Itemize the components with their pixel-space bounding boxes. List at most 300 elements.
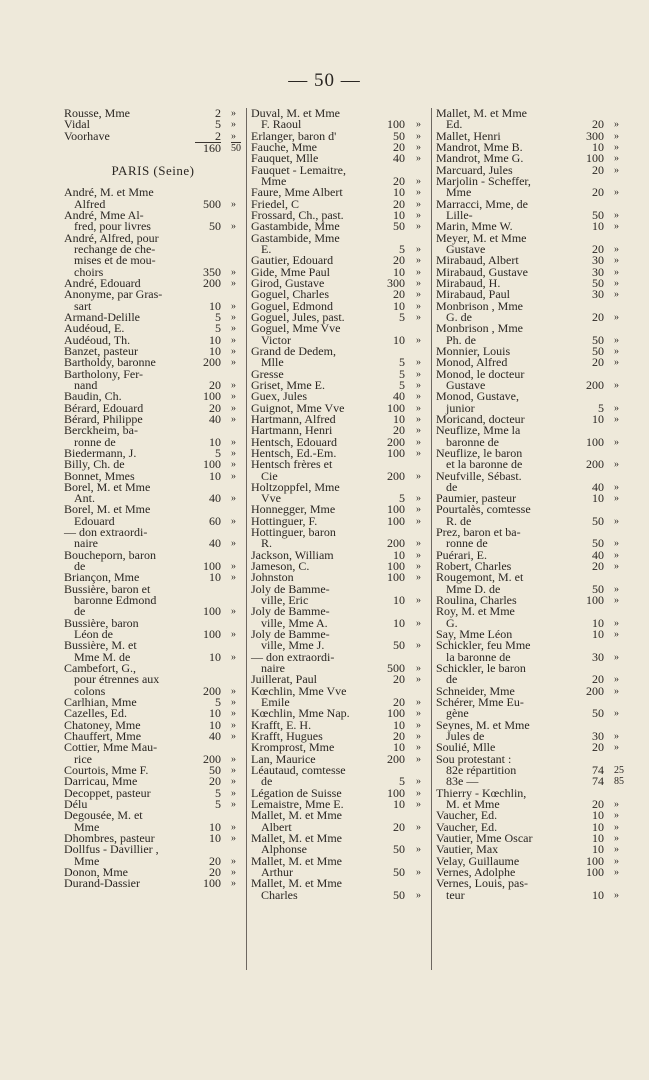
donor-name: Voorhave bbox=[64, 128, 110, 143]
amount-cents: » bbox=[614, 674, 619, 686]
amount-cents: 25 bbox=[614, 765, 624, 777]
donor-name: Gide, Mme Paul bbox=[251, 264, 330, 279]
amount-cents: » bbox=[614, 141, 619, 153]
donor-name: Erlanger, baron d' bbox=[251, 128, 337, 143]
donor-name: baronne Edmond bbox=[74, 593, 157, 608]
amount-cents: » bbox=[614, 731, 619, 743]
donor-name: Puérari, E. bbox=[436, 547, 487, 562]
donor-name: Mandrot, Mme G. bbox=[436, 151, 524, 166]
donor-name: E. bbox=[261, 241, 272, 256]
donor-name: Cie bbox=[261, 468, 278, 483]
amount-francs: 20 bbox=[592, 117, 604, 132]
amount-francs: 60 bbox=[209, 513, 221, 528]
donor-name: Degousée, M. et bbox=[64, 808, 143, 823]
column-1 bbox=[64, 108, 242, 890]
donor-name: ville, Mme J. bbox=[261, 638, 325, 653]
donor-name: G. de bbox=[446, 309, 472, 324]
amount-cents: » bbox=[231, 708, 236, 720]
amount-cents: » bbox=[416, 742, 421, 754]
amount-cents: » bbox=[231, 572, 236, 584]
amount-cents: » bbox=[416, 889, 421, 901]
donor-name: Friedel, C bbox=[251, 196, 299, 211]
donor-name: Joly de Bamme- bbox=[251, 604, 330, 619]
donor-name: Grand de Dedem, bbox=[251, 343, 336, 358]
amount-francs: 20 bbox=[209, 400, 221, 415]
donor-name: Marracci, Mme, de bbox=[436, 196, 528, 211]
donor-name: — don extraordi- bbox=[64, 525, 148, 540]
amount-cents: » bbox=[231, 787, 236, 799]
amount-francs: 5 bbox=[215, 695, 221, 710]
donor-name: Moricand, docteur bbox=[436, 411, 525, 426]
amount-cents: » bbox=[231, 447, 236, 459]
donor-name: Vve bbox=[261, 491, 281, 506]
amount-cents: » bbox=[416, 391, 421, 403]
donor-name: la baronne de bbox=[446, 649, 511, 664]
donor-name: Hentsch, Edouard bbox=[251, 434, 337, 449]
amount-cents: » bbox=[231, 221, 236, 233]
donor-name: Sou protestant : bbox=[436, 751, 512, 766]
donor-name: Billy, Ch. de bbox=[64, 457, 125, 472]
donor-name: Say, Mme Léon bbox=[436, 627, 513, 642]
amount-cents: » bbox=[231, 776, 236, 788]
amount-francs: 20 bbox=[393, 287, 405, 302]
amount-francs: 10 bbox=[209, 649, 221, 664]
amount-francs: 10 bbox=[592, 411, 604, 426]
donor-name: Marcuard, Jules bbox=[436, 162, 513, 177]
donor-name: Bartholony, Fer- bbox=[64, 366, 143, 381]
amount-cents: » bbox=[614, 436, 619, 448]
donor-name: naire bbox=[74, 536, 98, 551]
donor-name: Banzet, pasteur bbox=[64, 343, 138, 358]
amount-francs: 40 bbox=[209, 536, 221, 551]
amount-cents: » bbox=[416, 663, 421, 675]
amount-cents: » bbox=[614, 538, 619, 550]
amount-cents: » bbox=[614, 742, 619, 754]
amount-cents: » bbox=[614, 617, 619, 629]
donor-name: Emile bbox=[261, 695, 290, 710]
amount-cents: » bbox=[416, 640, 421, 652]
donor-name: Seynes, M. et Mme bbox=[436, 717, 530, 732]
donor-name: 82e répartition bbox=[446, 763, 517, 778]
donor-name: Velay, Guillaume bbox=[436, 853, 520, 868]
amount-cents: » bbox=[416, 787, 421, 799]
amount-cents: » bbox=[416, 493, 421, 505]
donor-name: Mirabaud, Paul bbox=[436, 287, 510, 302]
donor-row bbox=[64, 878, 242, 889]
amount-cents: » bbox=[231, 651, 236, 663]
amount-francs: 30 bbox=[592, 729, 604, 744]
amount-francs: 200 bbox=[387, 434, 405, 449]
donor-row bbox=[251, 887, 427, 902]
amount-cents: » bbox=[614, 334, 619, 346]
amount-francs: 200 bbox=[387, 751, 405, 766]
donor-name: Mme D. de bbox=[446, 581, 501, 596]
donor-name: Mme bbox=[261, 173, 287, 188]
amount-cents: » bbox=[614, 187, 619, 199]
donor-name: Albert bbox=[261, 819, 292, 834]
amount-cents: » bbox=[231, 538, 236, 550]
donor-name: 83e — bbox=[446, 774, 479, 789]
amount-cents: » bbox=[614, 799, 619, 811]
amount-francs: 40 bbox=[592, 547, 604, 562]
donor-name: Joly de Bamme- bbox=[251, 627, 330, 642]
donor-name: Alphonse bbox=[261, 842, 307, 857]
donor-name: Schérer, Mme Eu- bbox=[436, 695, 524, 710]
amount-cents: » bbox=[614, 277, 619, 289]
amount-francs: 10 bbox=[209, 831, 221, 845]
donor-name: Jameson, C. bbox=[251, 559, 310, 574]
amount-francs: 500 bbox=[387, 661, 405, 676]
donor-name: Vidal bbox=[64, 117, 90, 132]
amount-francs: 50 bbox=[393, 219, 405, 234]
donor-name: Neuflize, Mme la bbox=[436, 423, 521, 438]
amount-francs: 100 bbox=[387, 559, 405, 574]
donor-name: Monbrison , Mme bbox=[436, 298, 523, 313]
amount-cents: » bbox=[416, 504, 421, 516]
donor-name: Robert, Charles bbox=[436, 559, 512, 574]
amount-francs: 20 bbox=[592, 241, 604, 256]
donor-name: Gustave bbox=[446, 377, 486, 392]
amount-francs: 5 bbox=[215, 785, 221, 800]
column-divider bbox=[431, 108, 432, 970]
donor-name: Goguel, Edmond bbox=[251, 298, 333, 313]
amount-cents: » bbox=[416, 708, 421, 720]
amount-francs: 10 bbox=[393, 411, 405, 426]
amount-cents: » bbox=[614, 651, 619, 663]
amount-francs: 200 bbox=[203, 683, 221, 698]
donor-name: Monod, Gustave, bbox=[436, 389, 519, 404]
amount-cents: » bbox=[231, 515, 236, 527]
amount-francs: 100 bbox=[387, 570, 405, 585]
amount-cents: » bbox=[614, 481, 619, 493]
amount-francs: 200 bbox=[586, 683, 604, 698]
donor-name: Gastambide, Mme bbox=[251, 219, 340, 234]
amount-francs: 74 bbox=[592, 774, 604, 789]
donor-name: Pourtalès, comtesse bbox=[436, 502, 531, 517]
donor-name: Cazelles, Ed. bbox=[64, 706, 127, 721]
amount-cents: » bbox=[231, 493, 236, 505]
amount-francs: 50 bbox=[393, 887, 405, 902]
amount-cents: » bbox=[614, 459, 619, 471]
donor-name: Gautier, Edouard bbox=[251, 253, 334, 268]
donor-name: Mirabaud, Gustave bbox=[436, 264, 528, 279]
amount-cents: » bbox=[416, 311, 421, 323]
amount-francs: 10 bbox=[393, 264, 405, 279]
amount-cents: » bbox=[416, 776, 421, 788]
amount-francs: 10 bbox=[592, 887, 604, 902]
amount-francs: 20 bbox=[592, 559, 604, 574]
amount-cents: » bbox=[231, 685, 236, 697]
donor-name: pour étrennes aux bbox=[74, 672, 160, 687]
amount-francs: 100 bbox=[387, 445, 405, 460]
donor-name: choirs bbox=[74, 264, 104, 279]
donor-name: et la baronne de bbox=[446, 457, 523, 472]
donor-name: Thierry - Kœchlin, bbox=[436, 785, 527, 800]
amount-cents: » bbox=[416, 674, 421, 686]
amount-francs: 40 bbox=[393, 389, 405, 404]
donor-name: M. et Mme bbox=[446, 797, 500, 812]
donor-name: Guex, Jules bbox=[251, 389, 307, 404]
donor-name: Edouard bbox=[74, 513, 115, 528]
amount-francs: 100 bbox=[586, 864, 604, 879]
amount-cents: » bbox=[614, 413, 619, 425]
amount-cents: » bbox=[614, 515, 619, 527]
donor-name: R. bbox=[261, 536, 273, 551]
donor-name: Mirabaud, H. bbox=[436, 275, 501, 290]
amount-cents: » bbox=[614, 889, 619, 901]
donor-name: Charles bbox=[261, 887, 298, 902]
amount-francs: 50 bbox=[592, 275, 604, 290]
donor-name: Mme M. de bbox=[74, 649, 131, 664]
donor-name: teur bbox=[446, 887, 465, 902]
amount-cents: » bbox=[416, 821, 421, 833]
amount-francs: 100 bbox=[203, 627, 221, 642]
amount-francs: 50 bbox=[209, 763, 221, 778]
amount-cents: » bbox=[614, 357, 619, 369]
amount-francs: 300 bbox=[387, 275, 405, 290]
amount-francs: 50 bbox=[209, 219, 221, 234]
amount-cents: » bbox=[416, 697, 421, 709]
amount-cents: » bbox=[416, 595, 421, 607]
amount-cents: » bbox=[231, 391, 236, 403]
amount-cents: » bbox=[614, 844, 619, 856]
amount-francs: 100 bbox=[387, 513, 405, 528]
amount-francs: 10 bbox=[592, 808, 604, 823]
amount-francs: 20 bbox=[393, 253, 405, 268]
donor-name: Hartmann, Alfred bbox=[251, 411, 336, 426]
amount-francs: 200 bbox=[387, 536, 405, 551]
column-divider bbox=[246, 108, 247, 970]
amount-francs: 100 bbox=[203, 604, 221, 619]
amount-cents: » bbox=[416, 221, 421, 233]
donor-name: nand bbox=[74, 377, 98, 392]
amount-cents: » bbox=[416, 731, 421, 743]
donor-name: Faure, Mme Albert bbox=[251, 185, 343, 200]
amount-cents: » bbox=[416, 243, 421, 255]
donor-name: Krafft, E. H. bbox=[251, 717, 312, 732]
amount-cents: » bbox=[416, 119, 421, 131]
donor-name: de bbox=[74, 559, 86, 574]
amount-francs: 100 bbox=[586, 853, 604, 868]
amount-cents: » bbox=[416, 866, 421, 878]
donor-name: colons bbox=[74, 683, 106, 698]
amount-cents: » bbox=[416, 153, 421, 165]
donor-name: naire bbox=[261, 661, 285, 676]
donor-name: Mme bbox=[446, 185, 472, 200]
amount-cents: » bbox=[416, 255, 421, 267]
donor-name: Gastambide, Mme bbox=[251, 230, 340, 245]
donor-name: Monod, le docteur bbox=[436, 366, 525, 381]
amount-francs: 10 bbox=[209, 468, 221, 483]
amount-cents: » bbox=[416, 425, 421, 437]
donor-name: mises et de mou- bbox=[74, 253, 156, 268]
donor-name: Audéoud, E. bbox=[64, 321, 125, 336]
donor-name: Léon de bbox=[74, 627, 113, 642]
amount-francs: 10 bbox=[393, 615, 405, 630]
amount-cents: » bbox=[416, 617, 421, 629]
donor-name: R. de bbox=[446, 513, 472, 528]
amount-francs: 10 bbox=[393, 547, 405, 562]
amount-francs: 5 bbox=[215, 309, 221, 324]
amount-cents: » bbox=[231, 731, 236, 743]
amount-francs: 20 bbox=[592, 185, 604, 200]
amount-cents: » bbox=[231, 108, 236, 119]
amount-francs: 20 bbox=[592, 797, 604, 812]
amount-cents: » bbox=[231, 334, 236, 346]
amount-francs: 50 bbox=[393, 128, 405, 143]
donor-name: Mme bbox=[74, 853, 100, 868]
amount-cents: » bbox=[231, 561, 236, 573]
amount-cents: » bbox=[614, 493, 619, 505]
amount-cents: » bbox=[231, 119, 236, 131]
donor-name: Mallet, Henri bbox=[436, 128, 501, 143]
amount-cents: » bbox=[614, 379, 619, 391]
amount-cents: » bbox=[231, 719, 236, 731]
amount-francs: 30 bbox=[592, 287, 604, 302]
donor-name: Hentsch frères et bbox=[251, 457, 333, 472]
amount-cents: » bbox=[231, 697, 236, 709]
amount-francs: 200 bbox=[586, 457, 604, 472]
amount-cents: » bbox=[416, 413, 421, 425]
amount-francs: 100 bbox=[203, 389, 221, 404]
amount-cents: » bbox=[416, 538, 421, 550]
amount-cents: » bbox=[614, 821, 619, 833]
donor-name: fred, pour livres bbox=[74, 219, 151, 234]
donor-name: Mirabaud, Albert bbox=[436, 253, 519, 268]
donor-name: rice bbox=[74, 751, 92, 766]
donor-name: Mallet, M. et Mme bbox=[251, 808, 342, 823]
amount-francs: 160 bbox=[195, 142, 221, 154]
amount-francs: 5 bbox=[598, 400, 604, 415]
amount-cents: 50 bbox=[231, 142, 241, 154]
amount-francs: 10 bbox=[592, 842, 604, 857]
amount-francs: 20 bbox=[393, 139, 405, 154]
amount-cents: » bbox=[416, 515, 421, 527]
donor-name: Lan, Maurice bbox=[251, 751, 316, 766]
donor-name: Mallet, M. et Mme bbox=[436, 106, 527, 120]
donor-name: Bonnet, Mmes bbox=[64, 468, 135, 483]
donor-name: Meyer, M. et Mme bbox=[436, 230, 527, 245]
amount-cents: » bbox=[231, 379, 236, 391]
donor-name: de bbox=[446, 479, 458, 494]
donor-name: Hottinguer, F. bbox=[251, 513, 318, 528]
donor-name: Marin, Mme W. bbox=[436, 219, 513, 234]
amount-francs: 5 bbox=[215, 445, 221, 460]
donor-name: Duval, M. et Mme bbox=[251, 106, 340, 120]
amount-cents: » bbox=[416, 368, 421, 380]
donor-name: de bbox=[446, 672, 458, 687]
amount-francs: 10 bbox=[209, 706, 221, 721]
amount-francs: 20 bbox=[592, 355, 604, 370]
amount-francs: 10 bbox=[209, 819, 221, 834]
amount-francs: 50 bbox=[592, 332, 604, 347]
amount-francs: 30 bbox=[592, 264, 604, 279]
amount-francs: 5 bbox=[399, 491, 405, 506]
amount-cents: » bbox=[231, 629, 236, 641]
amount-cents: » bbox=[416, 209, 421, 221]
amount-cents: » bbox=[416, 753, 421, 765]
donor-name: André, Edouard bbox=[64, 275, 141, 290]
donor-name: Holtzoppfel, Mme bbox=[251, 479, 340, 494]
amount-cents: » bbox=[416, 719, 421, 731]
amount-cents: » bbox=[231, 413, 236, 425]
amount-francs: 50 bbox=[592, 581, 604, 596]
amount-francs: 20 bbox=[393, 819, 405, 834]
donor-name: F. Raoul bbox=[261, 117, 302, 132]
amount-cents: » bbox=[614, 810, 619, 822]
amount-francs: 20 bbox=[393, 196, 405, 211]
amount-francs: 40 bbox=[209, 491, 221, 506]
subtotal-row bbox=[64, 142, 242, 153]
amount-francs: 5 bbox=[399, 774, 405, 789]
donor-name: Rougemont, M. et bbox=[436, 570, 524, 585]
amount-francs: 5 bbox=[215, 321, 221, 336]
amount-francs: 100 bbox=[203, 457, 221, 472]
amount-cents: » bbox=[614, 595, 619, 607]
amount-francs: 10 bbox=[592, 627, 604, 642]
donor-name: Griset, Mme E. bbox=[251, 377, 325, 392]
donor-name: Schickler, feu Mme bbox=[436, 638, 531, 653]
donor-name: Biedermann, J. bbox=[64, 445, 137, 460]
donor-name: Jules de bbox=[446, 729, 485, 744]
amount-cents: » bbox=[231, 311, 236, 323]
amount-cents: » bbox=[614, 583, 619, 595]
donor-name: Kœchlin, Mme Vve bbox=[251, 683, 347, 698]
amount-francs: 5 bbox=[215, 797, 221, 812]
donor-name: Bérard, Edouard bbox=[64, 400, 144, 415]
donor-name: Monnier, Louis bbox=[436, 343, 511, 358]
amount-cents: » bbox=[614, 866, 619, 878]
donor-name: Ph. de bbox=[446, 332, 476, 347]
donor-name: Dhombres, pasteur bbox=[64, 831, 155, 845]
amount-cents: » bbox=[614, 855, 619, 867]
amount-cents: 85 bbox=[614, 776, 624, 788]
donor-name: Neufville, Sébast. bbox=[436, 468, 522, 483]
donor-name: Prez, baron et ba- bbox=[436, 525, 521, 540]
donor-name: de bbox=[74, 604, 86, 619]
amount-francs: 10 bbox=[393, 717, 405, 732]
amount-cents: » bbox=[614, 833, 619, 844]
amount-francs: 10 bbox=[592, 615, 604, 630]
amount-francs: 10 bbox=[592, 819, 604, 834]
donor-name: Bartholdy, baronne bbox=[64, 355, 156, 370]
amount-cents: » bbox=[614, 629, 619, 641]
donor-name: ville, Mme A. bbox=[261, 615, 328, 630]
amount-francs: 10 bbox=[209, 343, 221, 358]
donor-name: Audéoud, Th. bbox=[64, 332, 131, 347]
amount-cents: » bbox=[416, 198, 421, 210]
amount-francs: 10 bbox=[592, 491, 604, 506]
amount-cents: » bbox=[416, 572, 421, 584]
amount-cents: » bbox=[231, 266, 236, 278]
amount-francs: 20 bbox=[209, 853, 221, 868]
amount-francs: 10 bbox=[393, 207, 405, 222]
amount-cents: » bbox=[416, 799, 421, 811]
amount-cents: » bbox=[416, 130, 421, 142]
donor-name: Juillerat, Paul bbox=[251, 672, 317, 687]
donor-name: Bussière, M. et bbox=[64, 638, 137, 653]
amount-cents: » bbox=[416, 402, 421, 414]
amount-cents: » bbox=[231, 277, 236, 289]
amount-cents: » bbox=[614, 119, 619, 131]
amount-francs: 30 bbox=[592, 253, 604, 268]
amount-cents: » bbox=[614, 402, 619, 414]
donor-name: Mallet, M. et Mme bbox=[251, 876, 342, 891]
amount-cents: » bbox=[231, 402, 236, 414]
amount-francs: 10 bbox=[393, 298, 405, 313]
amount-cents: » bbox=[416, 175, 421, 187]
donor-name: Fauquet, Mlle bbox=[251, 151, 319, 166]
